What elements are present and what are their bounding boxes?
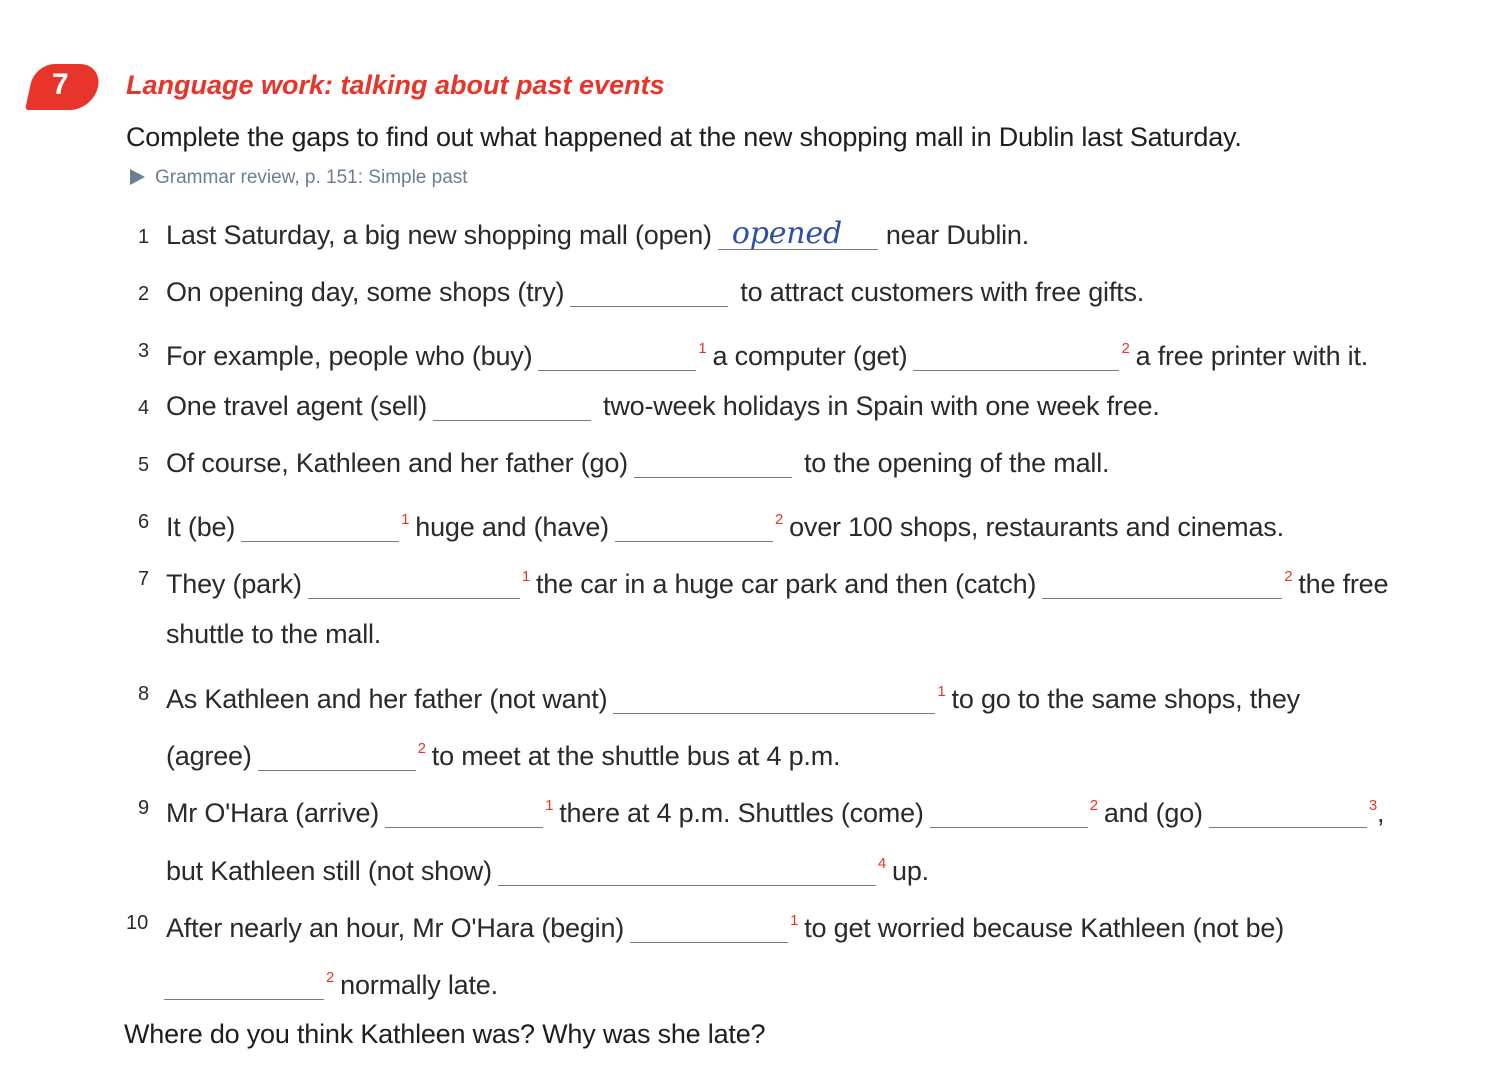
gap-field[interactable] [164, 975, 324, 1000]
item-number: 5 [138, 454, 150, 476]
gap-field[interactable] [258, 746, 416, 771]
gap-field[interactable] [613, 689, 935, 714]
exercise-item-5: Of course, Kathleen and her father (go) to the opening of the mall. [166, 448, 1110, 478]
exercise-item-8: As Kathleen and her father (not want) $^1$ to go to the same shops, they [166, 683, 1300, 714]
section-number: 7 [52, 68, 69, 101]
section-title: Language work: talking about past events [126, 70, 665, 100]
exercise-item-6: It (be) $^1$ huge and (have) $^2$ over 100 shops, restaurants and cinemas. [166, 511, 1284, 542]
gap-field[interactable] [930, 803, 1088, 828]
exercise-item-10-continued: $^2$ normally late. [158, 961, 498, 1002]
gap-field[interactable] [615, 517, 773, 542]
exercise-item-4: One travel agent (sell) two-week holidays in Spain with one week free. [166, 391, 1160, 421]
exercise-item-9-continued: but Kathleen still (not show) $^4$ up. [166, 855, 929, 886]
grammar-reference-link[interactable] [130, 167, 468, 189]
item-number: 8 [138, 683, 150, 705]
gap-field[interactable] [1042, 574, 1282, 599]
exercise-item-7: They (park) $^1$ the car in a huge car park and then (catch) $^2$ the free [166, 568, 1389, 599]
gap-field[interactable] [241, 517, 399, 542]
gap-field[interactable] [308, 574, 520, 599]
grammar-reference-label: Grammar review, p. 151: Simple past [155, 167, 468, 188]
exercise-item-7-continued: shuttle to the mall. [166, 619, 382, 649]
item-number: 3 [138, 340, 150, 362]
discussion-question: Where do you think Kathleen was? Why was she late? [124, 1019, 766, 1049]
gap-field[interactable] [718, 216, 878, 251]
item-number: 6 [138, 511, 150, 533]
handwritten-answer: opened [731, 216, 842, 251]
item-number: 7 [138, 568, 150, 590]
play-arrow-icon [130, 169, 145, 185]
exercise-item-8-continued: (agree) $^2$ to meet at the shuttle bus at 4 p.m. [166, 740, 841, 771]
gap-field[interactable] [1209, 803, 1367, 828]
exercise-item-9: Mr O'Hara (arrive) $^1$ there at 4 p.m. Shuttles (come) $^2$ and (go) $^3$, [166, 797, 1385, 828]
item-number: 1 [138, 226, 150, 248]
gap-field[interactable] [913, 346, 1119, 371]
gap-field[interactable] [538, 346, 696, 371]
item-number: 2 [138, 283, 150, 305]
item-number: 4 [138, 397, 150, 419]
exercise-item-10: After nearly an hour, Mr O'Hara (begin) $^1$ to get worried because Kathleen (not be) [166, 912, 1285, 943]
gap-field[interactable] [570, 282, 728, 307]
gap-field[interactable] [630, 918, 788, 943]
exercise-item-1: Last Saturday, a big new shopping mall (open) opened near Dublin. [166, 216, 1030, 251]
gap-field[interactable] [498, 861, 876, 886]
item-number: 9 [138, 797, 150, 819]
item-number: 10 [126, 912, 149, 934]
exercise-item-3: For example, people who (buy) $^1$ a computer (get) $^2$ a free printer with it. [166, 340, 1369, 371]
exercise-item-2: On opening day, some shops (try) to attract customers with free gifts. [166, 277, 1145, 307]
instruction-text: Complete the gaps to find out what happened at the new shopping mall in Dublin last Saturday. [126, 122, 1242, 152]
gap-field[interactable] [433, 396, 591, 421]
gap-field[interactable] [634, 453, 792, 478]
gap-field[interactable] [385, 803, 543, 828]
